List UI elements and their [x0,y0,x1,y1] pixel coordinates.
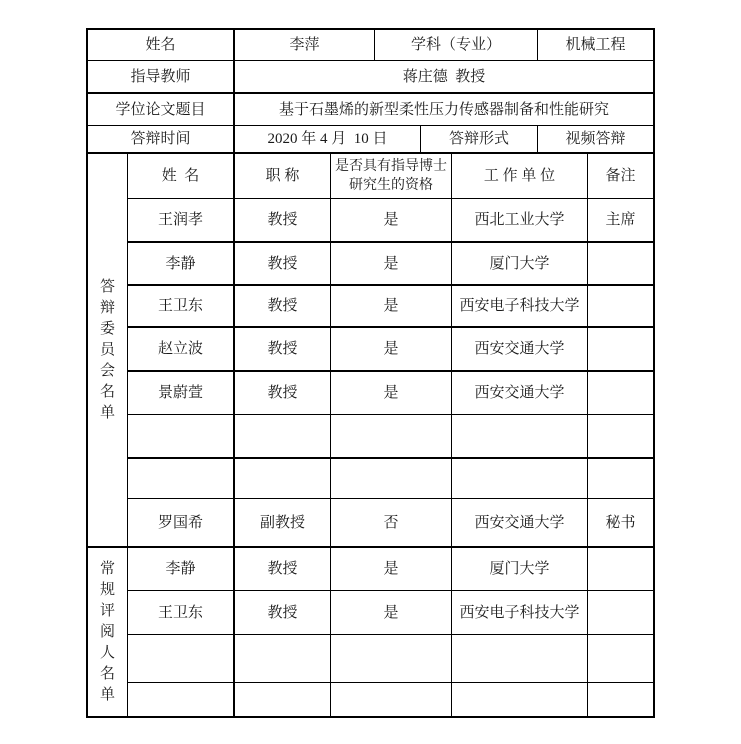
committee-header-name: 姓 名 [128,154,235,199]
committee-row-qualified [331,459,452,499]
committee-row-name [128,415,235,459]
committee-header-unit: 工 作 单 位 [452,154,588,199]
reviewers-section-label: 常规评阅人名单 [99,560,115,703]
committee-header-title: 职 称 [235,154,331,199]
reviewer-row-name [128,683,235,716]
committee-row-qualified: 否 [331,499,452,548]
committee-row-name: 罗国希 [128,499,235,548]
reviewer-row-unit: 西安电子科技大学 [452,591,588,635]
reviewer-row-qualified [331,683,452,716]
committee-row-name: 王润孝 [128,199,235,243]
committee-row-name: 赵立波 [128,328,235,372]
reviewer-row-note [588,548,653,591]
reviewer-row-title [235,635,331,683]
reviewer-row-qualified: 是 [331,548,452,591]
committee-row-unit [452,415,588,459]
committee-row-note [588,415,653,459]
committee-row-name [128,459,235,499]
field-major-label: 学科（专业） [375,30,538,61]
committee-row-unit: 西北工业大学 [452,199,588,243]
committee-row-qualified [331,415,452,459]
committee-row-qualified: 是 [331,243,452,286]
reviewer-row-qualified [331,635,452,683]
field-name-value: 李萍 [235,30,375,61]
field-name-label: 姓名 [88,30,235,61]
reviewer-row-name [128,635,235,683]
reviewer-row-note [588,635,653,683]
committee-row-name: 李静 [128,243,235,286]
committee-row-title [235,459,331,499]
committee-row-unit: 厦门大学 [452,243,588,286]
reviewer-row-title [235,683,331,716]
committee-row-title: 教授 [235,372,331,415]
committee-row-note: 主席 [588,199,653,243]
reviewers-section-cell [88,548,128,716]
committee-row-unit: 西安交通大学 [452,372,588,415]
reviewer-row-name: 李静 [128,548,235,591]
field-format-label: 答辩形式 [421,126,538,154]
committee-row-note [588,286,653,328]
committee-row-note [588,328,653,372]
committee-row-note [588,243,653,286]
field-time-value: 2020 年 4 月 10 日 [235,126,421,154]
committee-row-note: 秘书 [588,499,653,548]
committee-row-unit [452,459,588,499]
reviewer-row-title: 教授 [235,591,331,635]
committee-row-name: 景蔚萱 [128,372,235,415]
reviewer-row-note [588,683,653,716]
committee-row-unit: 西安交通大学 [452,328,588,372]
committee-row-qualified: 是 [331,328,452,372]
committee-row-title [235,415,331,459]
committee-row-note [588,459,653,499]
committee-section-label: 答辩委员会名单 [99,278,115,421]
committee-row-qualified: 是 [331,286,452,328]
reviewer-row-unit: 厦门大学 [452,548,588,591]
committee-row-qualified: 是 [331,372,452,415]
field-format-value: 视频答辩 [538,126,653,154]
reviewer-row-unit [452,635,588,683]
committee-section-cell [88,154,128,548]
field-major-value: 机械工程 [538,30,653,61]
field-thesis-label: 学位论文题目 [88,94,235,126]
reviewer-row-note [588,591,653,635]
reviewer-row-name: 王卫东 [128,591,235,635]
committee-row-title: 教授 [235,243,331,286]
committee-row-note [588,372,653,415]
committee-row-title: 教授 [235,328,331,372]
reviewer-row-unit [452,683,588,716]
committee-row-unit: 西安电子科技大学 [452,286,588,328]
reviewer-row-title: 教授 [235,548,331,591]
committee-header-qualification: 是否具有指导博士研究生的资格 [331,154,452,199]
committee-row-title: 教授 [235,199,331,243]
committee-header-note: 备注 [588,154,653,199]
field-time-label: 答辩时间 [88,126,235,154]
committee-row-name: 王卫东 [128,286,235,328]
committee-row-title: 副教授 [235,499,331,548]
committee-row-title: 教授 [235,286,331,328]
field-thesis-value: 基于石墨烯的新型柔性压力传感器制备和性能研究 [235,94,653,126]
field-advisor-label: 指导教师 [88,61,235,94]
defense-form-table [86,28,655,718]
reviewer-row-qualified: 是 [331,591,452,635]
field-advisor-value: 蒋庄德 教授 [235,61,653,94]
committee-row-qualified: 是 [331,199,452,243]
committee-row-unit: 西安交通大学 [452,499,588,548]
